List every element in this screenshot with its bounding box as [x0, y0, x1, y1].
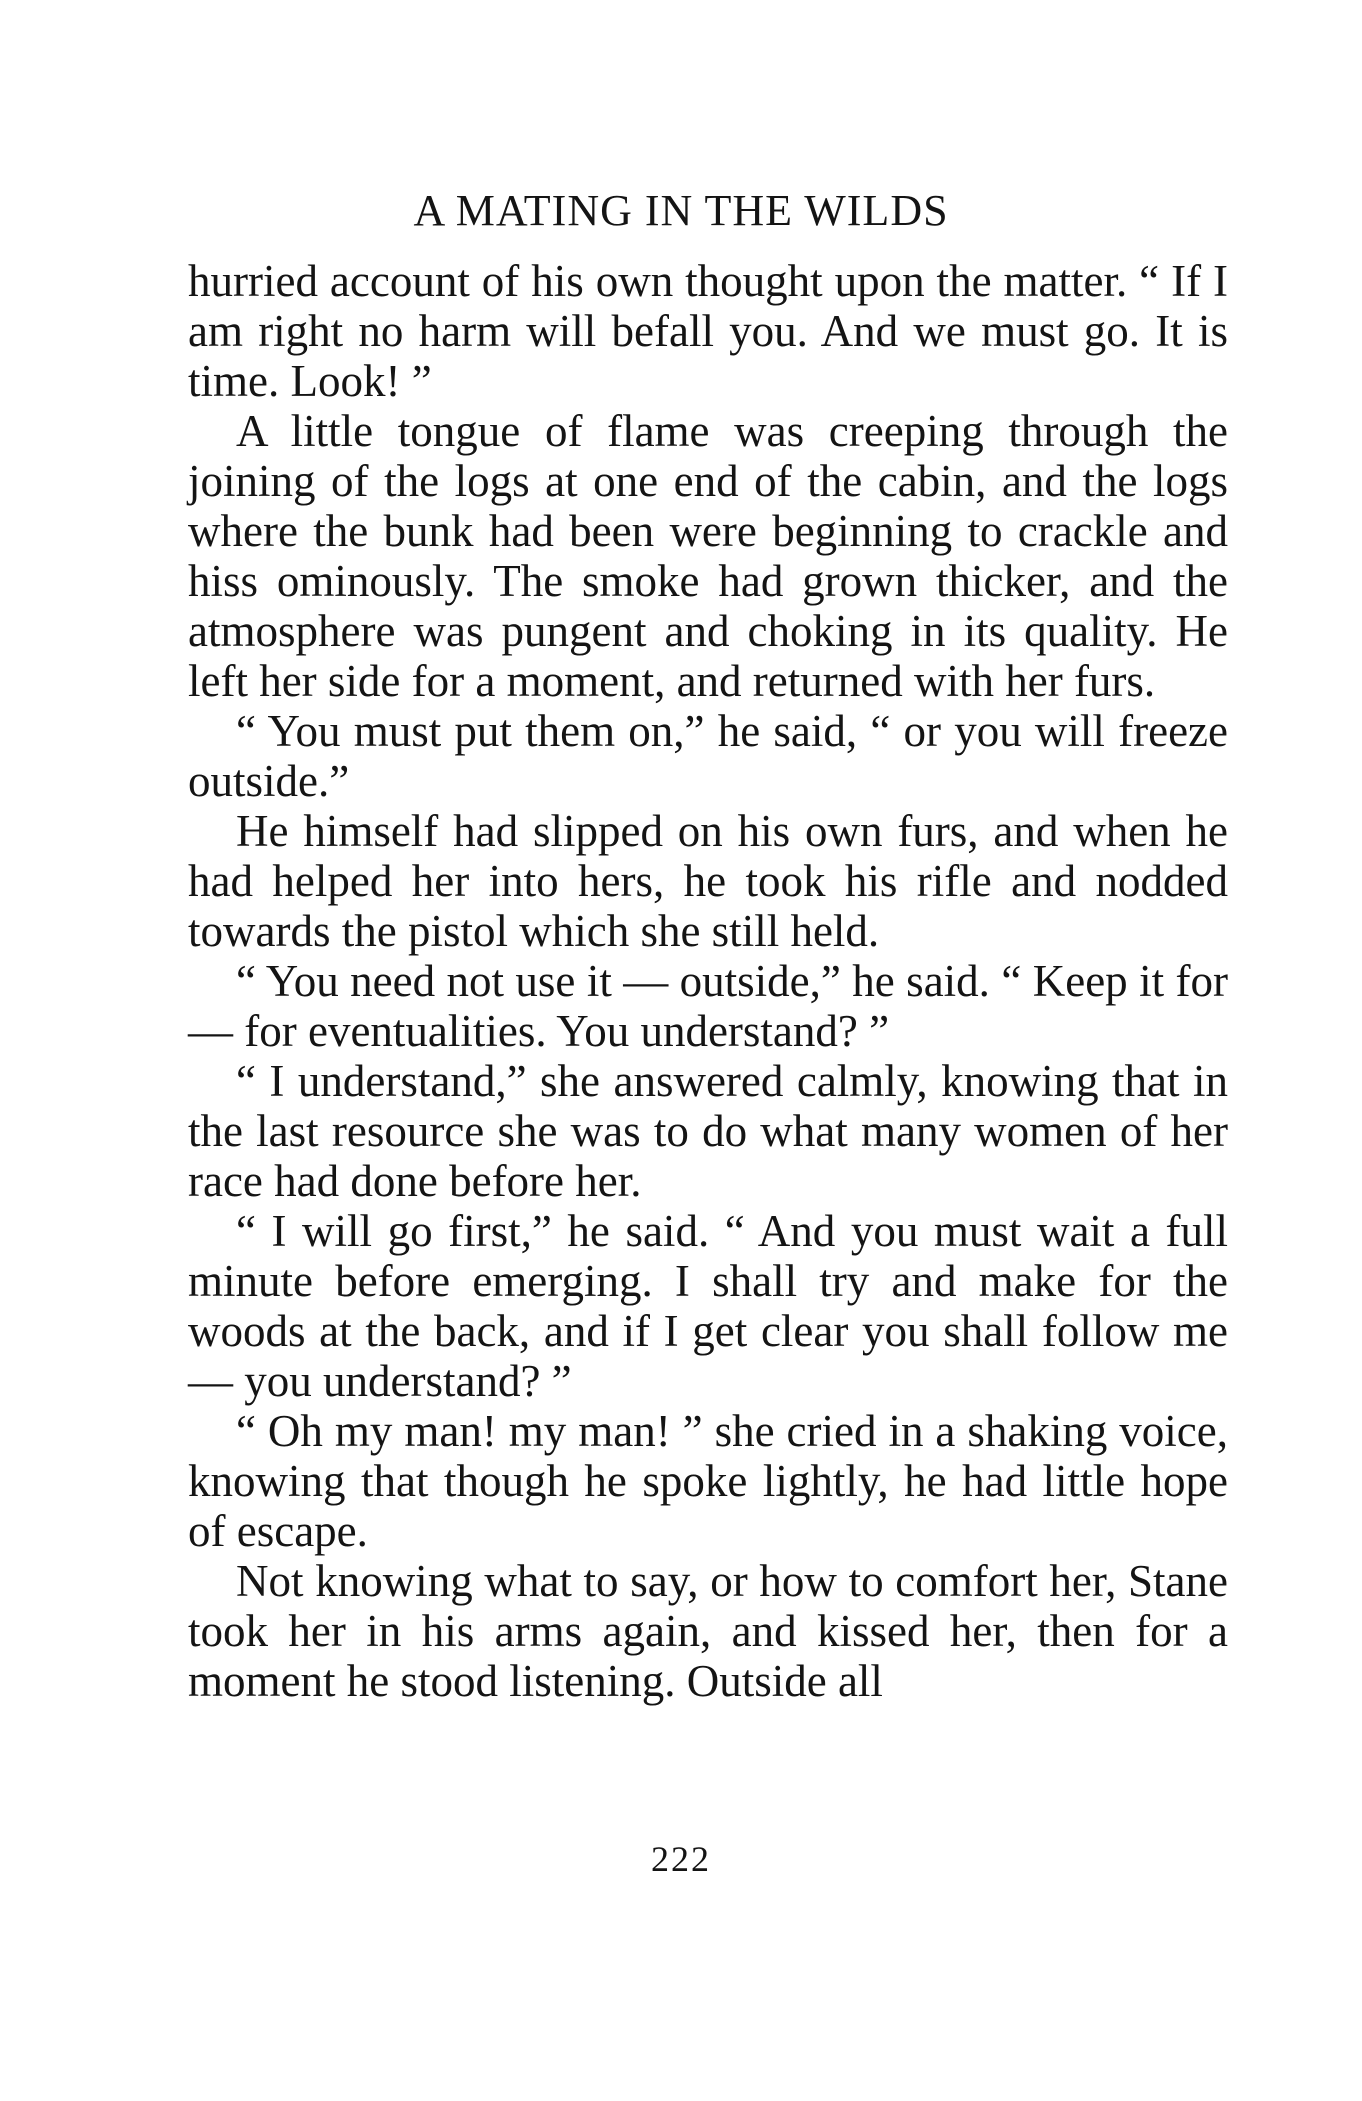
- running-head: A MATING IN THE WILDS: [413, 186, 949, 235]
- paragraph-5: “ You need not use it — outside,” he said. “ Keep it for — for eventualities. You understand? ”: [188, 956, 1228, 1056]
- paragraph-4: He himself had slipped on his own furs, and when he had helped her into hers, he took his rifle and nodded towards the pistol which she still held.: [188, 806, 1228, 956]
- paragraph-8: “ Oh my man! my man! ” she cried in a shaking voice, knowing that though he spoke lightly, he had little hope of escape.: [188, 1406, 1228, 1556]
- page-number: 222: [651, 1839, 711, 1879]
- paragraph-1: hurried account of his own thought upon the matter. “ If I am right no harm will befall you. And we must go. It is time. Look! ”: [188, 256, 1228, 406]
- body-text: [188, 256, 1228, 1706]
- paragraph-6: “ I understand,” she answered calmly, knowing that in the last resource she was to do what many women of her race had done before her.: [188, 1056, 1228, 1206]
- paragraph-2: A little tongue of flame was creeping through the joining of the logs at one end of the cabin, and the logs where the bunk had been were beginning to crackle and hiss ominously. The smoke had grown thicker, and the atmosphere was pungent and choking in its quality. He left her side for a moment, and returned with her furs.: [188, 406, 1228, 706]
- paragraph-7: “ I will go first,” he said. “ And you must wait a full minute before emerging. I shall try and make for the woods at the back, and if I get clear you shall follow me — you understand? ”: [188, 1206, 1228, 1406]
- paragraph-9: Not knowing what to say, or how to comfort her, Stane took her in his arms again, and kissed her, then for a moment he stood listening. Outside all: [188, 1556, 1228, 1706]
- paragraph-3: “ You must put them on,” he said, “ or you will freeze outside.”: [188, 706, 1228, 806]
